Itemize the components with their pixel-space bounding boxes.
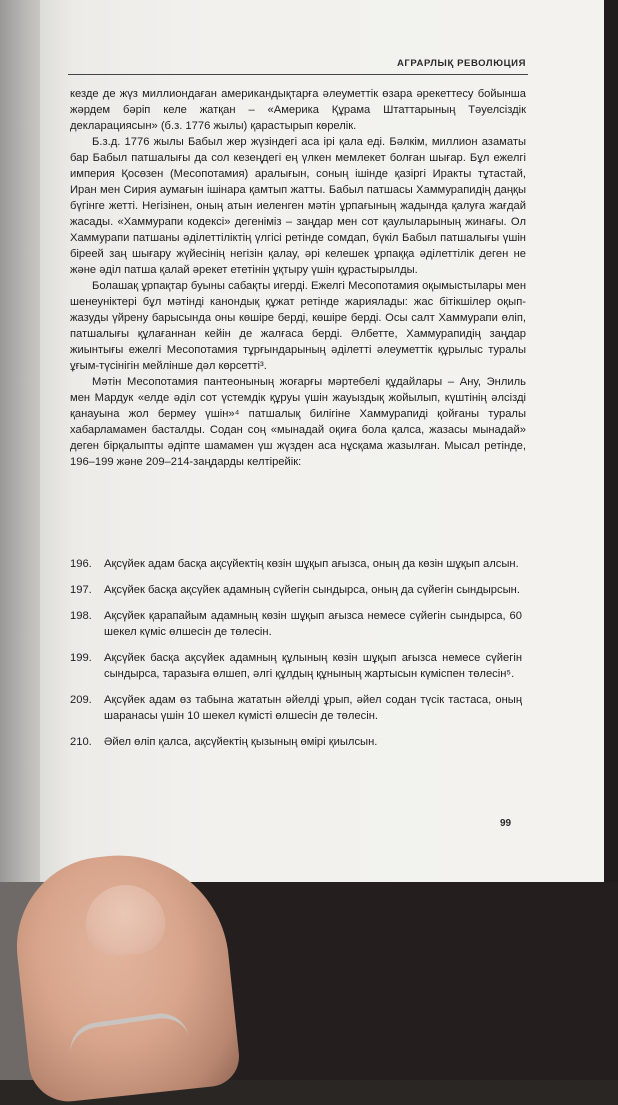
law-number: 199. — [70, 652, 92, 664]
law-text: Әйел өліп қалса, ақсүйектің қызының өмірі қиылсын. — [104, 736, 378, 748]
paragraph: кезде де жүз миллиондаған американдықтарға әлеуметтік өзара әрекеттесу бойынша жәрдем бәріп келе жатқан – «Америка Құрама Штаттарының Тәуелсіздік декларациясын» (б.з. 1776 жылы) қарастырып көрелік. — [70, 88, 526, 132]
law-item — [70, 608, 526, 640]
law-item — [70, 734, 526, 750]
law-text: Ақсүйек адам өз табына жататын әйелді ұрып, әйел содан түсік тастаса, оның шаранасы үшін 10 шекел күмісті өлшесін де төлесін. — [104, 694, 522, 722]
law-item — [70, 692, 526, 724]
paragraph: Мәтін Месопотамия пантеонының жоғарғы мәртебелі құдайлары – Ану, Энлиль мен Мардук «елде әділ сот үстемдік құруы үшін жауыздық жойылып, күштінің әлсізді қанауына жол бермеу үшін»⁴ патшалық билігіне Хаммурапиді қойғаны туралы хабарламамен басталды. Содан соң «мынадай оқиға бола қалса, жазасы мынадай» деген бірқалыпты әдіпте шамамен үш жүзден аса нұсқама жазылған. Мысал ретінде, 196–199 және 209–214-заңдарды келтірейік: — [70, 376, 526, 468]
law-item — [70, 582, 526, 598]
header-rule — [68, 74, 528, 75]
page-number: 99 — [500, 818, 512, 829]
law-number: 197. — [70, 584, 92, 596]
law-item — [70, 556, 526, 572]
law-number: 210. — [70, 736, 92, 748]
body-text — [70, 86, 526, 470]
law-item — [70, 650, 526, 682]
law-text: Ақсүйек адам басқа ақсүйектің көзін шұқып ағызса, оның да көзін шұқып алсын. — [104, 558, 519, 570]
running-header: АГРАРЛЫҚ РЕВОЛЮЦИЯ — [396, 58, 526, 69]
law-list — [70, 556, 526, 760]
law-text: Ақсүйек қарапайым адамның көзін шұқып ағызса немесе сүйегін сындырса, 60 шекел күміс өлшесін де төлесін. — [104, 610, 522, 638]
law-number: 196. — [70, 558, 92, 570]
law-number: 198. — [70, 610, 92, 622]
paragraph: Б.з.д. 1776 жылы Бабыл жер жүзіндегі аса ірі қала еді. Бәлкім, миллион азаматы бар Бабыл патшалығы да сол кезеңдегі ең үлкен мемлекет болған шығар. Бұл ежелгі империя Қосөзен (Месопотамия) аралығын, соның ішінде қазіргі Иракты тұтастай, Иран мен Сирия аумағын ішінара қамтып жатты. Бабыл патшасы Хаммурапидің даңқы бүгінге жетті. Негізінен, оның атын иеленген мәтін ұрпағының жадында қалуға жағдай жасады. «Хаммурапи кодексі» дегеніміз – заңдар мен сот қаулыларының жинағы. Ол Хаммурапи патшаны әділеттіліктің үлгісі ретінде сомдап, бүкіл Бабыл патшалығы үшін біреей заң шығару жүйесінің негізін қалау, әрі келешек ұрпаққа әділеттілік деген не және әділ патша қалай әрекет ететінін ұқтыру үшін құрастырылды. — [70, 136, 526, 276]
law-text: Ақсүйек басқа ақсүйек адамның құлының көзін шұқып ағызса немесе сүйегін сындырса, таразыға өлшеп, әлгі құлдың құнының жартысын күміспен төлесін⁵. — [104, 652, 522, 680]
law-number: 209. — [70, 694, 92, 706]
paragraph: Болашақ ұрпақтар буыны сабақты игерді. Ежелгі Месопотамия оқымыстылары мен шенеуніктері бұл мәтінді канондық құжат ретінде жариялады: жас бітікшілер оқып-жазуды үйрену барысында оны көшіре берді, көшіре берді. Осы салт Хаммурапи өліп, патшалығы құлағаннан кейін де жалғаса берді. Әлбетте, Хаммурапидің заңдар жиынтығы ежелгі Месопотамия тұрғындарының әділетті әлеуметтік құрылыс туралы ұғым-түсінігін мейлінше дәл көрсетті³. — [70, 280, 526, 372]
law-text: Ақсүйек басқа ақсүйек адамның сүйегін сындырса, оның да сүйегін сындырсын. — [104, 584, 520, 596]
